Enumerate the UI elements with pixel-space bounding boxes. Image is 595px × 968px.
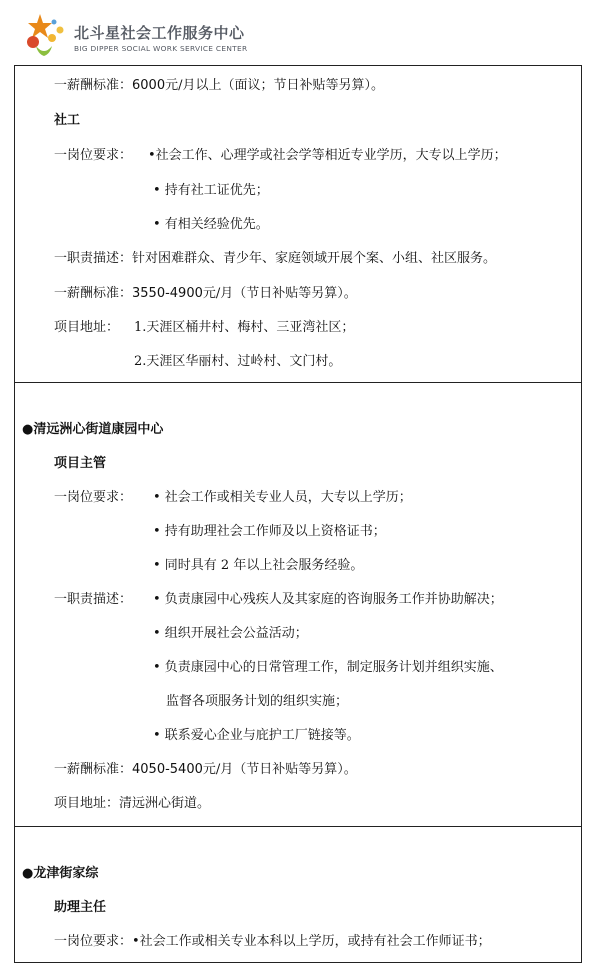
table-bottom-rule (14, 962, 582, 963)
organization-heading: ●清远洲心街道康园中心 (22, 422, 164, 437)
table-row-divider (14, 826, 582, 827)
organization-heading: ●龙津街家综 (22, 866, 99, 881)
requirement-line: 一岗位要求：•社会工作或相关专业本科以上学历，或持有社会工作师证书； (54, 934, 491, 949)
requirements-label: 一岗位要求： (54, 490, 133, 505)
requirement-item: • 有相关经验优先。 (153, 217, 269, 232)
duties-label: 一职责描述： (54, 592, 133, 607)
requirements-label: 一岗位要求： (54, 148, 133, 163)
requirement-item: • 持有助理社会工作师及以上资格证书； (153, 524, 386, 539)
org-name-en: BIG DIPPER SOCIAL WORK SERVICE CENTER (74, 44, 248, 53)
requirement-item: • 社会工作或相关专业人员，大专以上学历； (153, 490, 412, 505)
duty-line: 一职责描述：针对困难群众、青少年、家庭领域开展个案、小组、社区服务。 (54, 251, 497, 266)
header (22, 10, 422, 60)
org-name-cn: 北斗星社会工作服务中心 (74, 24, 245, 42)
address-label: 项目地址： (54, 320, 120, 335)
position-title: 项目主管 (54, 456, 107, 471)
duty-item: • 负责康园中心残疾人及其家庭的咨询服务工作并协助解决； (153, 592, 503, 607)
duty-item-continued: 监督各项服务计划的组织实施； (166, 694, 349, 709)
content-table (14, 65, 582, 963)
requirement-item: • 同时具有 2 年以上社会服务经验。 (153, 558, 364, 573)
duty-item: • 组织开展社会公益活动； (153, 626, 308, 641)
salary-line: 一薪酬标准：4050-5400元/月（节日补贴等另算）。 (54, 762, 357, 777)
position-title: 社工 (54, 113, 81, 128)
position-title: 助理主任 (54, 900, 107, 915)
address-line: 项目地址：清远洲心街道。 (54, 796, 211, 811)
address-item: 1.天涯区桶井村、梅村、三亚湾社区； (134, 320, 355, 335)
address-item: 2.天涯区华丽村、过岭村、文门村。 (134, 354, 342, 369)
salary-line: 一薪酬标准：3550-4900元/月（节日补贴等另算）。 (54, 286, 357, 301)
requirement-item: • 持有社工证优先； (153, 183, 269, 198)
big-dipper-logo-icon (22, 10, 72, 60)
duty-item: • 负责康园中心的日常管理工作，制定服务计划并组织实施、 (153, 660, 503, 675)
duty-item: • 联系爱心企业与庇护工厂链接等。 (153, 728, 360, 743)
requirement-item: •社会工作、心理学或社会学等相近专业学历，大专以上学历； (148, 148, 507, 163)
table-top-rule (14, 65, 582, 66)
table-row-divider (14, 382, 582, 383)
salary-line: 一薪酬标准：6000元/月以上（面议；节日补贴等另算）。 (54, 78, 384, 93)
